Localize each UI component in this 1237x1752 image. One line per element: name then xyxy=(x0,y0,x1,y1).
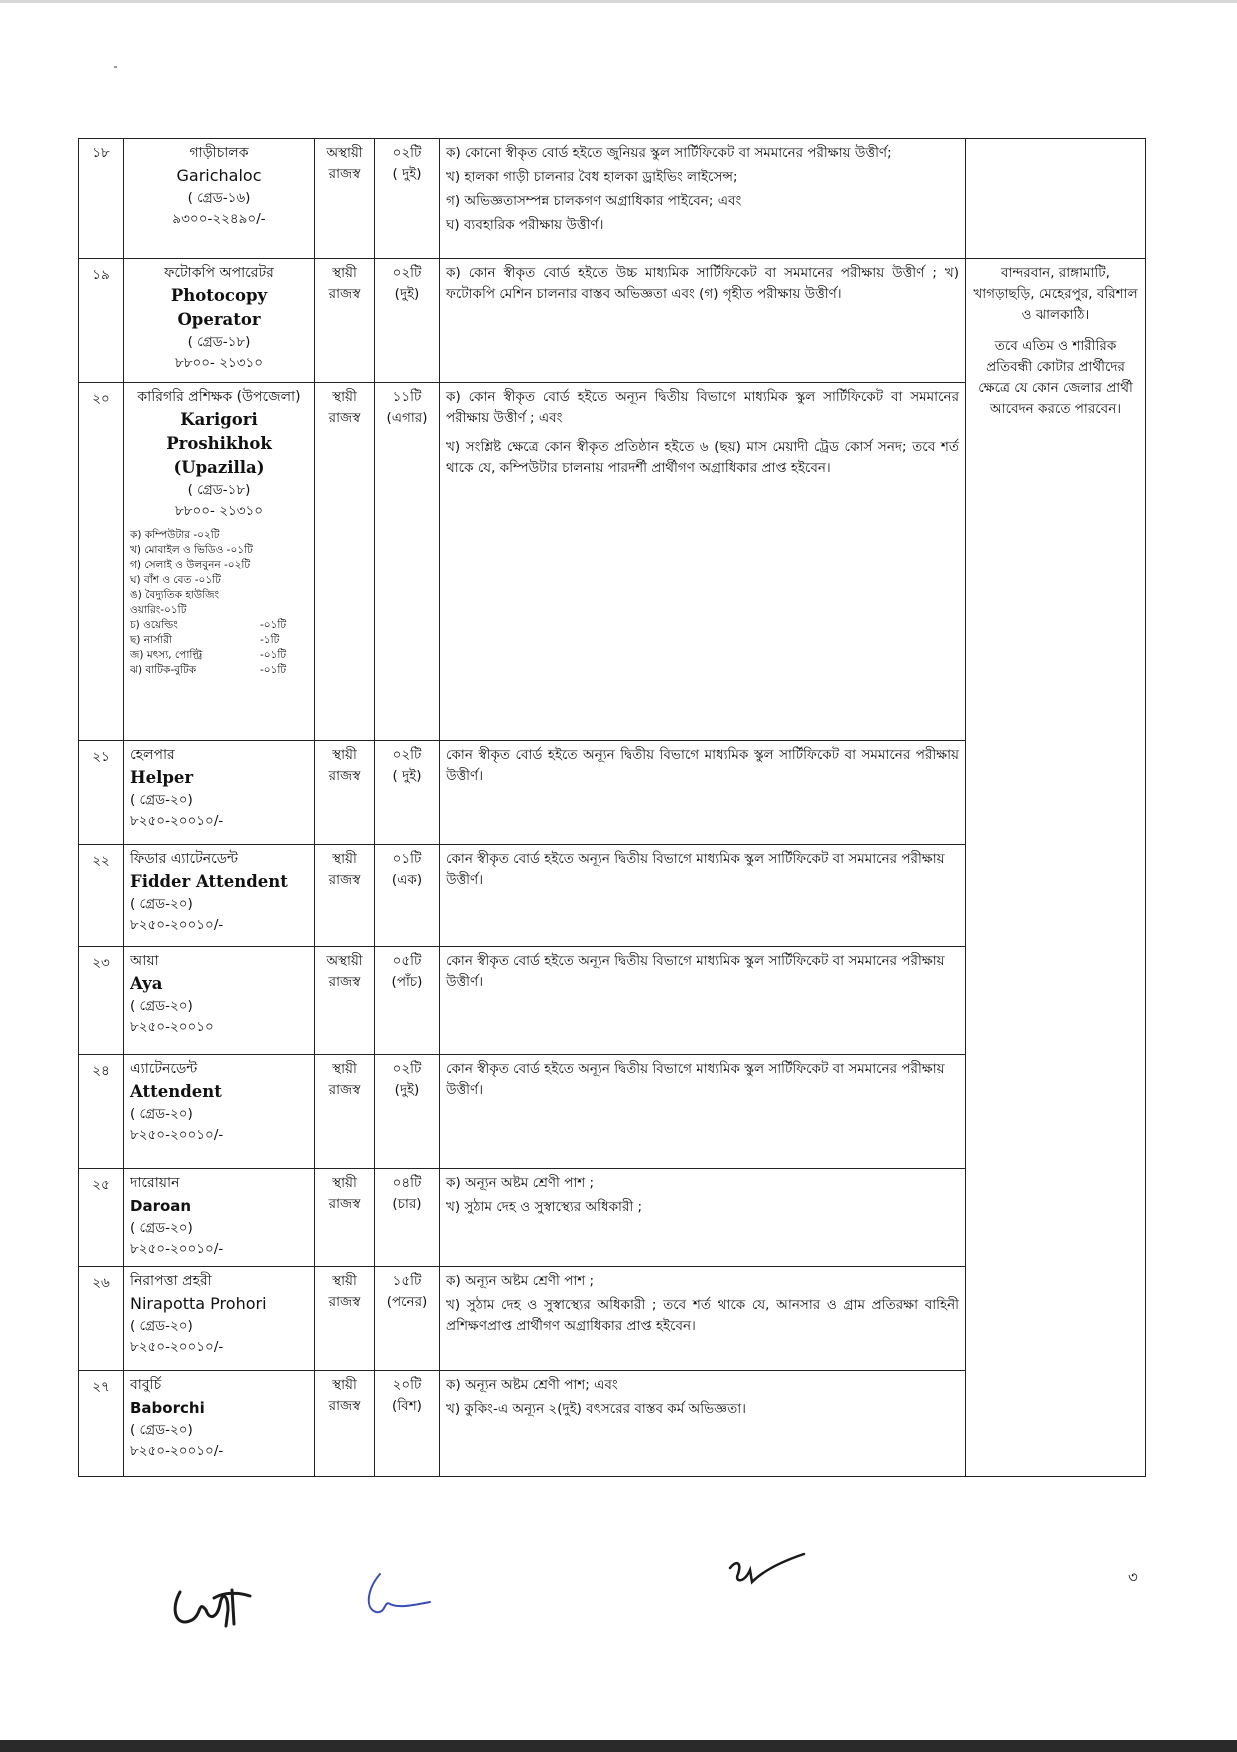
count-cell xyxy=(375,259,440,383)
requirement: খ) সুঠাম দেহ ও সুস্বাস্থ্যের অধিকারী ; তবে শর্ত থাকে যে, আনসার ও গ্রাম প্রতিরক্ষা বাহিনী প্রশিক্ষণপ্রাপ্ত প্রার্থীগণ অগ্রাধিকার প্রাপ্ত হইবেন। xyxy=(446,1297,959,1334)
status-cell: অস্থায়ী রাজস্ব xyxy=(315,947,375,1055)
status-cell: অস্থায়ী রাজস্ব xyxy=(315,139,375,259)
page-number: ৩ xyxy=(1128,1568,1138,1586)
requirement: খ) সুঠাম দেহ ও সুস্বাস্থ্যের অধিকারী ; xyxy=(446,1199,643,1215)
serial-cell: ২৫ xyxy=(79,1169,124,1267)
serial-cell: ২৭ xyxy=(79,1371,124,1477)
post-name-bn: নিরাপত্তা প্রহরী xyxy=(130,1273,212,1289)
requirement: গ) অভিজ্ঞতাসম্পন্ন চালকগণ অগ্রাধিকার পাইবেন; এবং xyxy=(446,193,742,209)
post-name-en: Daroan xyxy=(130,1197,192,1215)
requirements-cell xyxy=(440,741,966,845)
post-name-bn: দারোয়ান xyxy=(130,1175,180,1191)
post-name-en: Attendent xyxy=(130,1082,222,1101)
post-count-words: (এক) xyxy=(391,872,423,888)
pay-scale: ৮৮০০- ২১৩১০ xyxy=(174,503,264,519)
post-cell xyxy=(124,259,315,383)
pay-scale: ৮২৫০-২০০১০/- xyxy=(130,917,224,933)
post-count: ১১টি xyxy=(392,389,422,405)
requirement: খ) কুকিং-এ অন্যূন ২(দুই) বৎসরের বাস্তব কর্ম অভিজ্ঞতা। xyxy=(446,1401,746,1417)
pay-scale: ৮২৫০-২০০১০/- xyxy=(130,1443,224,1459)
table-row xyxy=(79,139,1146,259)
list-item: ঝ) বাটিক-বুটিক -০১টি xyxy=(130,664,287,676)
count-cell xyxy=(375,1055,440,1169)
post-count-words: (দুই) xyxy=(394,286,420,302)
signature-1 xyxy=(168,1570,258,1630)
count-cell xyxy=(375,1371,440,1477)
list-item: ঙ) বৈদ্যুতিক হাউজিং ওয়ারিং-০১টি xyxy=(130,589,220,616)
quota-districts: বান্দরবান, রাঙ্গামাটি, খাগড়াছড়ি, মেহেরপুর, বরিশাল ও ঝালকাঠি। xyxy=(973,265,1138,323)
list-item: ছ) নার্সারী -১টি xyxy=(130,634,280,646)
post-cell xyxy=(124,741,315,845)
count-cell xyxy=(375,139,440,259)
post-count-words: (পাঁচ) xyxy=(391,974,423,990)
post-cell xyxy=(124,1267,315,1371)
grade: ( গ্রেড-২০) xyxy=(130,998,193,1014)
status-cell: স্থায়ী রাজস্ব xyxy=(315,1267,375,1371)
requirements-cell xyxy=(440,1169,966,1267)
list-item: জ) মৎস্য, পোল্ট্রি -০১টি xyxy=(130,649,287,661)
post-count-words: (দুই) xyxy=(394,1082,420,1098)
serial-cell: ২৪ xyxy=(79,1055,124,1169)
pay-scale: ৮২৫০-২০০১০/- xyxy=(130,1339,224,1355)
grade: ( গ্রেড-১৮) xyxy=(187,482,251,498)
post-name-en: Aya xyxy=(130,974,163,993)
post-count: ০১টি xyxy=(392,851,422,867)
requirements-cell xyxy=(440,845,966,947)
post-name-bn: হেলপার xyxy=(130,747,175,763)
serial-cell: ২৩ xyxy=(79,947,124,1055)
count-cell xyxy=(375,383,440,741)
list-item: গ) সেলাই ও উলবুনন -০২টি xyxy=(130,559,251,571)
post-name-en: Helper xyxy=(130,768,194,787)
post-count: ০২টি xyxy=(392,747,422,763)
requirements-cell xyxy=(440,947,966,1055)
post-count: ০২টি xyxy=(392,145,422,161)
post-name-bn: গাড়ীচালক xyxy=(189,145,249,161)
post-count-words: (চার) xyxy=(392,1196,422,1212)
count-cell xyxy=(375,845,440,947)
post-cell xyxy=(124,139,315,259)
post-count: ২০টি xyxy=(392,1377,422,1393)
grade: ( গ্রেড-১৬) xyxy=(187,190,251,206)
quota-condition: তবে এতিম ও শারীরিক প্রতিবন্ধী কোটার প্রার্থীদের ক্ষেত্রে যে কোন জেলার প্রার্থী আবেদন করতে পারবেন। xyxy=(978,338,1133,417)
table-row xyxy=(79,259,1146,383)
list-item: ক) কম্পিউটার -০২টি xyxy=(130,529,220,541)
grade: ( গ্রেড-১৮) xyxy=(187,334,251,350)
post-name-en: Baborchi xyxy=(130,1399,205,1417)
serial-cell: ১৮ xyxy=(79,139,124,259)
post-cell xyxy=(124,947,315,1055)
requirement: কোন স্বীকৃত বোর্ড হইতে অন্যূন দ্বিতীয় বিভাগে মাধ্যমিক স্কুল সার্টিফিকেট বা সমমানের পরীক্ষায় উত্তীর্ণ। xyxy=(446,953,945,990)
status-cell: স্থায়ী রাজস্ব xyxy=(315,1371,375,1477)
count-cell xyxy=(375,1267,440,1371)
post-count: ০২টি xyxy=(392,1061,422,1077)
post-cell xyxy=(124,383,315,741)
requirement: ক) কোন স্বীকৃত বোর্ড হইতে উচ্চ মাধ্যমিক সার্টিফিকেট বা সমমানের পরীক্ষায় উত্তীর্ণ ; খ) ফটোকপি মেশিন চালনার বাস্তব অভিজ্ঞতা এবং (গ) গৃহীত পরীক্ষায় উত্তীর্ণ। xyxy=(446,265,959,302)
scan-speck xyxy=(114,66,117,68)
requirement: খ) সংশ্লিষ্ট ক্ষেত্রে কোন স্বীকৃত প্রতিষ্ঠান হইতে ৬ (ছয়) মাস মেয়াদী ট্রেড কোর্স সনদ; তবে শর্ত থাকে যে, কম্পিউটার চালনায় পারদর্শী প্রার্থীগণ অগ্রাধিকার প্রাপ্ত হইবেন। xyxy=(446,439,959,476)
requirement: ক) কোন স্বীকৃত বোর্ড হইতে অন্যূন দ্বিতীয় বিভাগে মাধ্যমিক স্কুল সার্টিফিকেট বা সমমানের পরীক্ষায় উত্তীর্ণ ; এবং xyxy=(446,389,959,426)
trade-list xyxy=(130,528,308,678)
grade: ( গ্রেড-২০) xyxy=(130,1220,193,1236)
requirement: ক) কোনো স্বীকৃত বোর্ড হইতে জুনিয়র স্কুল সার্টিফিকেট বা সমমানের পরীক্ষায় উত্তীর্ণ; xyxy=(446,145,892,161)
requirement: খ) হালকা গাড়ী চালনার বৈধ হালকা ড্রাইভিং লাইসেন্স; xyxy=(446,169,738,185)
pay-scale: ৮২৫০-২০০১০/- xyxy=(130,813,224,829)
post-name-bn: কারিগরি প্রশিক্ষক (উপজেলা) xyxy=(137,389,301,405)
post-name-bn: এ্যাটেনডেন্ট xyxy=(130,1061,198,1077)
status-cell: স্থায়ী রাজস্ব xyxy=(315,845,375,947)
requirement: কোন স্বীকৃত বোর্ড হইতে অন্যূন দ্বিতীয় বিভাগে মাধ্যমিক স্কুল সার্টিফিকেট বা সমমানের পরীক্ষায় উত্তীর্ণ। xyxy=(446,747,959,784)
requirements-cell xyxy=(440,1371,966,1477)
pay-scale: ৮২৫০-২০০১০ xyxy=(130,1019,214,1035)
signature-3 xyxy=(722,1548,812,1594)
list-item: চ) ওয়েল্ডিং -০১টি xyxy=(130,619,287,631)
serial-cell: ২৬ xyxy=(79,1267,124,1371)
list-item: খ) মোবাইল ও ভিডিও -০১টি xyxy=(130,544,253,556)
post-name-en: Nirapotta Prohori xyxy=(130,1294,267,1313)
status-cell: স্থায়ী রাজস্ব xyxy=(315,741,375,845)
post-count-words: (বিশ) xyxy=(392,1398,422,1414)
requirement: ক) অন্যূন অষ্টম শ্রেণী পাশ; এবং xyxy=(446,1377,618,1393)
status-cell: স্থায়ী রাজস্ব xyxy=(315,259,375,383)
grade: ( গ্রেড-২০) xyxy=(130,1422,193,1438)
scan-edge-top xyxy=(0,0,1237,3)
requirement: ক) অন্যূন অষ্টম শ্রেণী পাশ ; xyxy=(446,1175,595,1191)
grade: ( গ্রেড-২০) xyxy=(130,896,193,912)
count-cell xyxy=(375,947,440,1055)
requirement: কোন স্বীকৃত বোর্ড হইতে অন্যূন দ্বিতীয় বিভাগে মাধ্যমিক স্কুল সার্টিফিকেট বা সমমানের পরীক্ষায় উত্তীর্ণ। xyxy=(446,1061,945,1098)
count-cell xyxy=(375,1169,440,1267)
quota-cell-empty xyxy=(966,139,1146,259)
post-count-words: (এগার) xyxy=(386,410,428,426)
requirement: ঘ) ব্যবহারিক পরীক্ষায় উত্তীর্ণ। xyxy=(446,217,604,233)
serial-cell: ২০ xyxy=(79,383,124,741)
post-count-words: ( দুই) xyxy=(392,768,422,784)
requirements-cell xyxy=(440,1055,966,1169)
status-cell: স্থায়ী রাজস্ব xyxy=(315,1055,375,1169)
post-count: ১৫টি xyxy=(392,1273,422,1289)
post-name-bn: ফটোকপি অপারেটর xyxy=(164,265,274,281)
status-cell: স্থায়ী রাজস্ব xyxy=(315,383,375,741)
serial-cell: ২১ xyxy=(79,741,124,845)
post-name-en: Karigori Proshikhok (Upazilla) xyxy=(166,410,272,477)
pay-scale: ৯৩০০-২২৪৯০/- xyxy=(172,211,266,227)
grade: ( গ্রেড-২০) xyxy=(130,792,193,808)
pay-scale: ৮২৫০-২০০১০/- xyxy=(130,1127,224,1143)
job-table xyxy=(78,138,1146,1477)
signature-2 xyxy=(358,1568,438,1618)
grade: ( গ্রেড-২০) xyxy=(130,1318,193,1334)
post-name-bn: ফিডার এ্যাটেনডেন্ট xyxy=(130,851,239,867)
requirements-cell xyxy=(440,259,966,383)
post-count-words: (পনের) xyxy=(386,1294,428,1310)
post-name-bn: আয়া xyxy=(130,953,159,969)
requirement: কোন স্বীকৃত বোর্ড হইতে অন্যূন দ্বিতীয় বিভাগে মাধ্যমিক স্কুল সার্টিফিকেট বা সমমানের পরীক্ষায় উত্তীর্ণ। xyxy=(446,851,945,888)
requirement: ক) অন্যূন অষ্টম শ্রেণী পাশ ; xyxy=(446,1273,595,1289)
post-cell xyxy=(124,1371,315,1477)
post-count: ০৫টি xyxy=(392,953,422,969)
count-cell xyxy=(375,741,440,845)
quota-note-cell xyxy=(966,259,1146,1477)
post-count: ০২টি xyxy=(392,265,422,281)
post-name-en: Photocopy Operator xyxy=(170,286,268,329)
post-cell xyxy=(124,845,315,947)
post-name-bn: বাবুর্চি xyxy=(130,1377,162,1393)
pay-scale: ৮২৫০-২০০১০/- xyxy=(130,1241,224,1257)
post-count: ০৪টি xyxy=(392,1175,422,1191)
scan-edge-bottom xyxy=(0,1740,1237,1752)
serial-cell: ২২ xyxy=(79,845,124,947)
requirements-cell xyxy=(440,1267,966,1371)
serial-cell: ১৯ xyxy=(79,259,124,383)
post-count-words: ( দুই) xyxy=(392,166,422,182)
post-cell xyxy=(124,1055,315,1169)
grade: ( গ্রেড-২০) xyxy=(130,1106,193,1122)
requirements-cell xyxy=(440,383,966,741)
list-item: ঘ) বাঁশ ও বেত -০১টি xyxy=(130,574,221,586)
status-cell: স্থায়ী রাজস্ব xyxy=(315,1169,375,1267)
post-name-en: Fidder Attendent xyxy=(130,872,288,891)
pay-scale: ৮৮০০- ২১৩১০ xyxy=(174,355,264,371)
requirements-cell xyxy=(440,139,966,259)
post-name-en: Garichaloc xyxy=(176,166,262,185)
post-cell xyxy=(124,1169,315,1267)
